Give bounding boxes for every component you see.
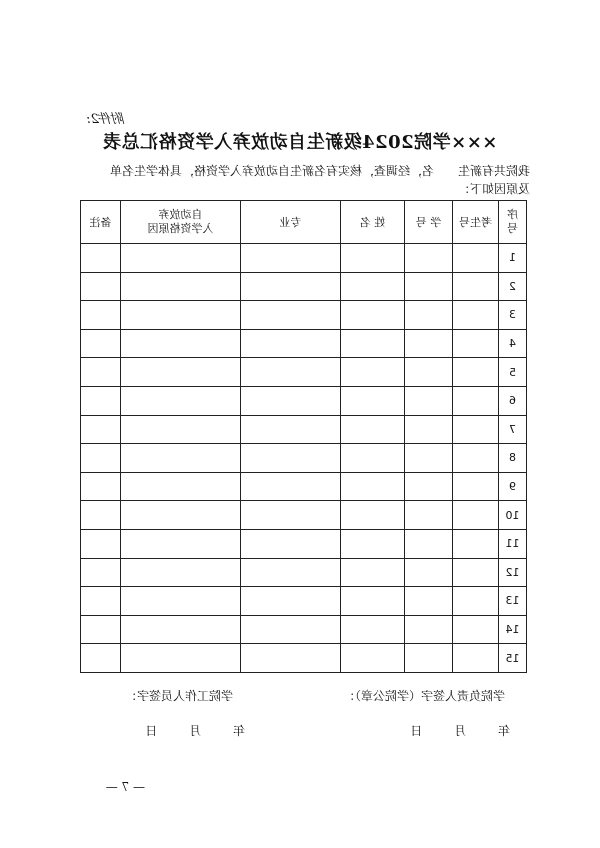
cell-exam-no bbox=[453, 587, 499, 616]
row-seq-number: 2 bbox=[499, 272, 527, 301]
header-student-no: 学 号 bbox=[405, 201, 453, 244]
cell-exam-no bbox=[453, 615, 499, 644]
row-seq-number: 12 bbox=[499, 558, 527, 587]
cell-reason bbox=[121, 358, 241, 387]
cell-major bbox=[241, 587, 341, 616]
cell-major bbox=[241, 386, 341, 415]
table-row bbox=[81, 358, 527, 387]
table-row bbox=[81, 472, 527, 501]
cell-major bbox=[241, 329, 341, 358]
cell-student-no bbox=[405, 472, 453, 501]
cell-exam-no bbox=[453, 444, 499, 473]
header-exam-no: 考生号 bbox=[453, 201, 499, 244]
header-reason-line2: 入学资格原因 bbox=[147, 222, 214, 235]
date-day: 日 bbox=[145, 724, 158, 738]
cell-student-no bbox=[405, 444, 453, 473]
date-year: 年 bbox=[497, 724, 510, 738]
cell-name bbox=[341, 272, 405, 301]
intro-line-1: 我院共有新生 名，经调查，核实有名新生自动放弃入学资格，具体学生名单 bbox=[109, 164, 530, 178]
staff-signature-label: 学院工作人员签字： bbox=[124, 689, 233, 703]
staff-date bbox=[117, 722, 245, 739]
row-seq-number: 15 bbox=[499, 644, 527, 673]
row-seq-number: 6 bbox=[499, 386, 527, 415]
cell-reason bbox=[121, 587, 241, 616]
table-row bbox=[81, 301, 527, 330]
cell-reason bbox=[121, 272, 241, 301]
cell-student-no bbox=[405, 386, 453, 415]
row-seq-number: 8 bbox=[499, 444, 527, 473]
row-seq-number: 11 bbox=[499, 529, 527, 558]
table-row bbox=[81, 644, 527, 673]
cell-remark bbox=[81, 558, 121, 587]
cell-student-no bbox=[405, 529, 453, 558]
cell-reason bbox=[121, 529, 241, 558]
cell-name bbox=[341, 644, 405, 673]
cell-major bbox=[241, 444, 341, 473]
cell-remark bbox=[81, 358, 121, 387]
row-seq-number: 3 bbox=[499, 301, 527, 330]
cell-reason bbox=[121, 644, 241, 673]
cell-exam-no bbox=[453, 358, 499, 387]
cell-student-no bbox=[405, 587, 453, 616]
cell-reason bbox=[121, 244, 241, 273]
table-row bbox=[81, 244, 527, 273]
table-row bbox=[81, 272, 527, 301]
row-seq-number: 7 bbox=[499, 415, 527, 444]
cell-name bbox=[341, 386, 405, 415]
cell-reason bbox=[121, 386, 241, 415]
date-month: 月 bbox=[454, 724, 467, 738]
header-seq-line2: 号 bbox=[507, 222, 518, 235]
row-seq-number: 5 bbox=[499, 358, 527, 387]
cell-remark bbox=[81, 301, 121, 330]
date-month: 月 bbox=[189, 724, 202, 738]
cell-student-no bbox=[405, 558, 453, 587]
cell-reason bbox=[121, 615, 241, 644]
cell-name bbox=[341, 472, 405, 501]
cell-reason bbox=[121, 558, 241, 587]
attachment-label: 附件2: bbox=[86, 112, 125, 127]
cell-exam-no bbox=[453, 244, 499, 273]
cell-remark bbox=[81, 615, 121, 644]
table-row bbox=[81, 386, 527, 415]
leader-date bbox=[382, 722, 510, 739]
cell-major bbox=[241, 358, 341, 387]
cell-student-no bbox=[405, 644, 453, 673]
intro-line-2: 及原因如下： bbox=[457, 182, 530, 196]
cell-name bbox=[341, 329, 405, 358]
cell-exam-no bbox=[453, 329, 499, 358]
cell-major bbox=[241, 501, 341, 530]
cell-remark bbox=[81, 501, 121, 530]
cell-remark bbox=[81, 529, 121, 558]
summary-table bbox=[80, 200, 527, 673]
cell-name bbox=[341, 501, 405, 530]
header-reason-line1: 自动放弃 bbox=[158, 208, 203, 221]
header-remark: 备注 bbox=[81, 201, 121, 244]
header-reason bbox=[121, 201, 241, 244]
cell-name bbox=[341, 358, 405, 387]
header-seq-line1: 序 bbox=[507, 208, 518, 221]
cell-student-no bbox=[405, 415, 453, 444]
cell-exam-no bbox=[453, 386, 499, 415]
cell-major bbox=[241, 301, 341, 330]
cell-major bbox=[241, 472, 341, 501]
cell-name bbox=[341, 615, 405, 644]
cell-student-no bbox=[405, 501, 453, 530]
cell-major bbox=[241, 415, 341, 444]
cell-name bbox=[341, 529, 405, 558]
table-header-row bbox=[81, 201, 527, 244]
cell-reason bbox=[121, 301, 241, 330]
row-seq-number: 1 bbox=[499, 244, 527, 273]
cell-exam-no bbox=[453, 558, 499, 587]
cell-exam-no bbox=[453, 272, 499, 301]
cell-major bbox=[241, 529, 341, 558]
cell-major bbox=[241, 615, 341, 644]
cell-name bbox=[341, 244, 405, 273]
cell-remark bbox=[81, 415, 121, 444]
page-number: — 7 — bbox=[105, 780, 145, 794]
table-row bbox=[81, 615, 527, 644]
cell-exam-no bbox=[453, 415, 499, 444]
table-row bbox=[81, 558, 527, 587]
cell-name bbox=[341, 301, 405, 330]
row-seq-number: 10 bbox=[499, 501, 527, 530]
cell-reason bbox=[121, 501, 241, 530]
cell-exam-no bbox=[453, 472, 499, 501]
cell-name bbox=[341, 444, 405, 473]
row-seq-number: 13 bbox=[499, 587, 527, 616]
cell-reason bbox=[121, 472, 241, 501]
cell-exam-no bbox=[453, 644, 499, 673]
cell-exam-no bbox=[453, 501, 499, 530]
table-row bbox=[81, 415, 527, 444]
table-row bbox=[81, 444, 527, 473]
cell-major bbox=[241, 558, 341, 587]
cell-remark bbox=[81, 644, 121, 673]
header-seq bbox=[499, 201, 527, 244]
date-year: 年 bbox=[232, 724, 245, 738]
table-row bbox=[81, 329, 527, 358]
row-seq-number: 14 bbox=[499, 615, 527, 644]
cell-name bbox=[341, 558, 405, 587]
document-title: ×××学院2024级新生自动放弃入学资格汇总表 bbox=[102, 132, 498, 153]
date-day: 日 bbox=[410, 724, 423, 738]
cell-major bbox=[241, 272, 341, 301]
cell-student-no bbox=[405, 272, 453, 301]
row-seq-number: 9 bbox=[499, 472, 527, 501]
cell-reason bbox=[121, 444, 241, 473]
cell-remark bbox=[81, 444, 121, 473]
row-seq-number: 4 bbox=[499, 329, 527, 358]
cell-student-no bbox=[405, 358, 453, 387]
cell-remark bbox=[81, 244, 121, 273]
cell-major bbox=[241, 244, 341, 273]
cell-remark bbox=[81, 472, 121, 501]
table-row bbox=[81, 529, 527, 558]
cell-reason bbox=[121, 415, 241, 444]
cell-student-no bbox=[405, 615, 453, 644]
cell-name bbox=[341, 415, 405, 444]
cell-remark bbox=[81, 329, 121, 358]
cell-major bbox=[241, 644, 341, 673]
cell-remark bbox=[81, 386, 121, 415]
table-row bbox=[81, 501, 527, 530]
cell-exam-no bbox=[453, 529, 499, 558]
header-name: 姓 名 bbox=[341, 201, 405, 244]
cell-remark bbox=[81, 272, 121, 301]
header-major: 专业 bbox=[241, 201, 341, 244]
leader-signature-label: 学院负责人签字（学院公章）： bbox=[342, 689, 505, 703]
table-row bbox=[81, 587, 527, 616]
cell-exam-no bbox=[453, 301, 499, 330]
cell-student-no bbox=[405, 329, 453, 358]
cell-remark bbox=[81, 587, 121, 616]
cell-student-no bbox=[405, 244, 453, 273]
cell-student-no bbox=[405, 301, 453, 330]
cell-reason bbox=[121, 329, 241, 358]
cell-name bbox=[341, 587, 405, 616]
